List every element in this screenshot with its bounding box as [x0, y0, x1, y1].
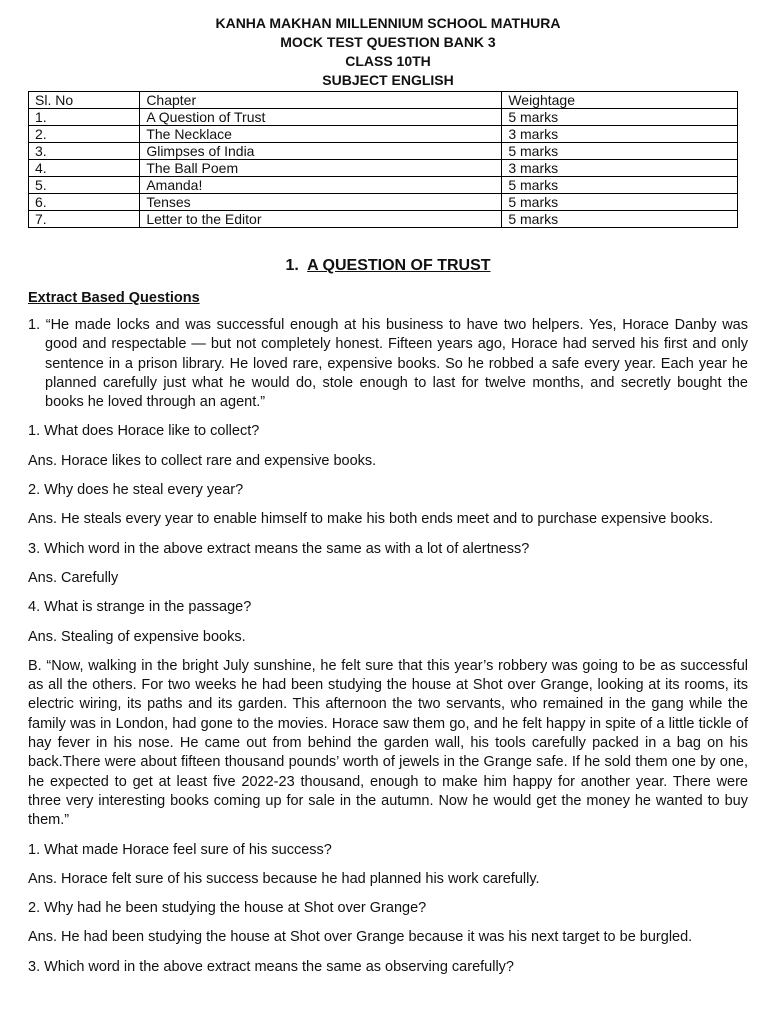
header-chapter: Chapter — [140, 92, 502, 109]
answer: Ans. He steals every year to enable himself to make his both ends meet and to purchase expensive books. — [28, 511, 714, 528]
cell-sl-no: 6. — [29, 194, 140, 211]
question: 3. Which word in the above extract means the same as observing carefully? — [28, 958, 514, 975]
cell-weightage: 5 marks — [502, 177, 738, 194]
table-row — [29, 160, 738, 177]
school-name: KANHA MAKHAN MILLENNIUM SCHOOL MATHURA — [215, 15, 561, 31]
answer: Ans. Horace likes to collect rare and expensive books. — [28, 452, 377, 469]
extract-subheading: Extract Based Questions — [28, 290, 200, 306]
cell-sl-no: 5. — [29, 177, 140, 194]
answer: Ans. Stealing of expensive books. — [28, 628, 246, 645]
cell-weightage: 3 marks — [502, 160, 738, 177]
cell-sl-no: 1. — [29, 109, 140, 126]
answer: Ans. Carefully — [28, 569, 119, 586]
extract-passage-b: B. “Now, walking in the bright July sunshine, he felt sure that this year’s robbery was going to be as successful as all the others. For two weeks he had been studying the house at Shot over Grange, looking at its rooms, its electric wiring, its paths and its garden. This afternoon the two servants, who remained in the gang while the family was in London, had gone to the movies. Horace saw them go, and he felt happy in spite of a little tickle of hay fever in his nose. He came out from behind the garden wall, his tools carefully packed in a bag on his back.There were about fifteen thousand pounds’ worth of jewels in the Grange safe. If he sold them one by one, he expected to get at least five 2022-23 thousand, enough to make him happy for another year. There were three very interesting books coming up for sale in the autumn. Now he would get the money he wanted to buy them.” — [28, 657, 748, 829]
cell-sl-no: 7. — [29, 211, 140, 228]
cell-weightage: 5 marks — [502, 211, 738, 228]
subject-label: SUBJECT ENGLISH — [322, 72, 454, 88]
cell-weightage: 5 marks — [502, 194, 738, 211]
class-label: CLASS 10TH — [345, 53, 431, 69]
document-header — [28, 14, 748, 90]
section-title-text: A QUESTION OF TRUST — [307, 257, 491, 274]
cell-sl-no: 4. — [29, 160, 140, 177]
cell-chapter: A Question of Trust — [140, 109, 502, 126]
header-sl-no: Sl. No — [29, 92, 140, 109]
question: 4. What is strange in the passage? — [28, 599, 252, 616]
question: 2. Why does he steal every year? — [28, 482, 244, 499]
cell-chapter: Tenses — [140, 194, 502, 211]
table-row — [29, 194, 738, 211]
cell-sl-no: 2. — [29, 126, 140, 143]
question: 2. Why had he been studying the house at Shot over Grange? — [28, 900, 427, 917]
answer: Ans. He had been studying the house at Shot over Grange because it was his next target to be burgled. — [28, 929, 693, 946]
table-header-row — [29, 92, 738, 109]
table-row — [29, 177, 738, 194]
cell-weightage: 3 marks — [502, 126, 738, 143]
cell-chapter: Letter to the Editor — [140, 211, 502, 228]
cell-sl-no: 3. — [29, 143, 140, 160]
cell-weightage: 5 marks — [502, 143, 738, 160]
table-row — [29, 211, 738, 228]
table-row — [29, 109, 738, 126]
cell-chapter: The Necklace — [140, 126, 502, 143]
section-number: 1. — [285, 257, 299, 274]
extract-passage-a: 1. “He made locks and was successful enough at his business to have two helpers. Yes, Horace Danby was good and respectable — but not completely honest. Fifteen years ago, Horace had served his first and only sentence in a prison library. He loved rare, expensive books. So he robbed a safe every year. Each year he planned carefully just what he would do, stole enough to last for twelve months, and secretly bought the books he loved through an agent.” — [28, 317, 748, 411]
table-row — [29, 126, 738, 143]
question: 1. What does Horace like to collect? — [28, 423, 260, 440]
header-weightage: Weightage — [502, 92, 738, 109]
question: 3. Which word in the above extract means the same as with a lot of alertness? — [28, 540, 530, 557]
weightage-table — [28, 91, 738, 228]
cell-chapter: Glimpses of India — [140, 143, 502, 160]
question-bank-title: MOCK TEST QUESTION BANK 3 — [280, 34, 496, 50]
section-title — [28, 256, 748, 276]
cell-weightage: 5 marks — [502, 109, 738, 126]
cell-chapter: Amanda! — [140, 177, 502, 194]
cell-chapter: The Ball Poem — [140, 160, 502, 177]
table-row — [29, 143, 738, 160]
question: 1. What made Horace feel sure of his success? — [28, 841, 332, 858]
answer: Ans. Horace felt sure of his success because he had planned his work carefully. — [28, 870, 540, 887]
